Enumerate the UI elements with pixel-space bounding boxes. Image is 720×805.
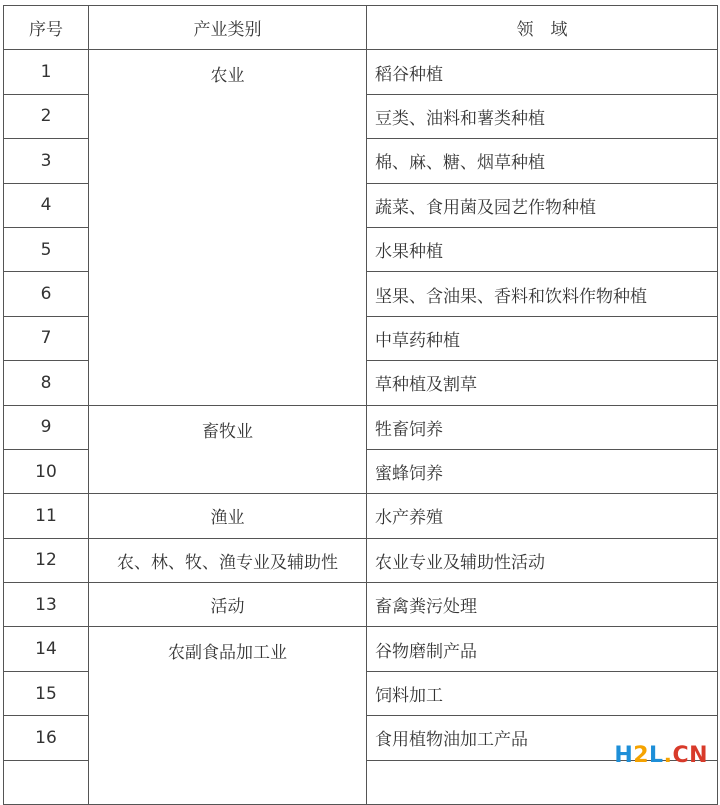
header-field: 领 域 <box>367 6 718 50</box>
row-seq: 10 <box>4 449 89 493</box>
site-watermark: H2L.CN <box>614 743 708 768</box>
row-seq: 6 <box>4 272 89 316</box>
category-services-line1: 农、林、牧、渔专业及辅助性 <box>89 538 367 582</box>
row-field: 饲料加工 <box>367 671 718 715</box>
row-seq: 8 <box>4 361 89 405</box>
row-field: 畜禽粪污处理 <box>367 583 718 627</box>
row-seq: 2 <box>4 94 89 138</box>
row-field: 谷物磨制产品 <box>367 627 718 671</box>
header-seq: 序号 <box>4 6 89 50</box>
row-field: 稻谷种植 <box>367 50 718 94</box>
table-row <box>4 494 718 538</box>
row-seq: 4 <box>4 183 89 227</box>
row-seq: 1 <box>4 50 89 94</box>
industry-table <box>3 5 718 805</box>
row-field: 中草药种植 <box>367 316 718 360</box>
row-seq: 3 <box>4 139 89 183</box>
table-row <box>4 405 718 449</box>
row-field: 棉、麻、糖、烟草种植 <box>367 139 718 183</box>
row-field: 蔬菜、食用菌及园艺作物种植 <box>367 183 718 227</box>
row-field: 牲畜饲养 <box>367 405 718 449</box>
header-row <box>4 6 718 50</box>
row-seq: 5 <box>4 227 89 271</box>
category-agriculture: 农业 <box>89 50 367 405</box>
header-category: 产业类别 <box>89 6 367 50</box>
row-seq: 7 <box>4 316 89 360</box>
row-field: 草种植及割草 <box>367 361 718 405</box>
row-field: 水产养殖 <box>367 494 718 538</box>
row-field: 豆类、油料和薯类种植 <box>367 94 718 138</box>
category-fishery: 渔业 <box>89 494 367 538</box>
row-seq: 11 <box>4 494 89 538</box>
row-seq: 15 <box>4 671 89 715</box>
table-row <box>4 627 718 671</box>
row-field: 食用植物油加工产品 <box>367 716 718 760</box>
row-field: 坚果、含油果、香料和饮料作物种植 <box>367 272 718 316</box>
category-food-processing: 农副食品加工业 <box>89 627 367 805</box>
row-seq: 9 <box>4 405 89 449</box>
row-field: 蜜蜂饲养 <box>367 449 718 493</box>
category-services-line2: 活动 <box>89 583 367 627</box>
row-seq: 16 <box>4 716 89 760</box>
category-livestock: 畜牧业 <box>89 405 367 494</box>
row-field: 农业专业及辅助性活动 <box>367 538 718 582</box>
table-row <box>4 538 718 582</box>
row-seq: 13 <box>4 583 89 627</box>
empty-cell <box>4 760 89 804</box>
table-row <box>4 50 718 94</box>
table-row <box>4 583 718 627</box>
row-field: 水果种植 <box>367 227 718 271</box>
row-seq: 12 <box>4 538 89 582</box>
row-seq: 14 <box>4 627 89 671</box>
